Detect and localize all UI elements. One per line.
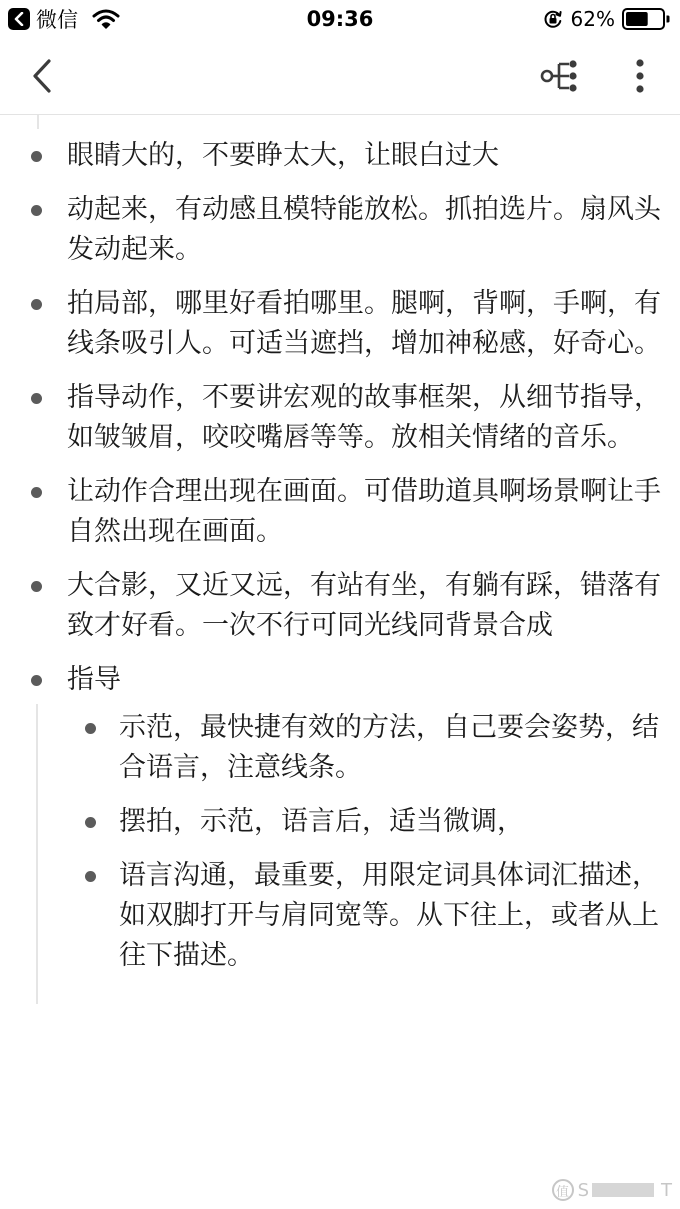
outline-item[interactable] (0, 378, 680, 458)
bullet-dot[interactable] (31, 299, 42, 310)
status-time: 09:36 (306, 7, 374, 31)
battery-percent: 62% (570, 7, 615, 31)
outline-item[interactable] (0, 190, 680, 270)
outline-list (0, 136, 680, 976)
status-left (8, 5, 120, 33)
mindmap-icon (540, 58, 580, 94)
bullet-dot[interactable] (31, 487, 42, 498)
watermark-redaction (592, 1183, 654, 1197)
outline-item[interactable] (0, 566, 680, 646)
bullet-dot[interactable] (85, 817, 96, 828)
outline-item-text[interactable]: 动起来，有动感且模特能放松。抓拍选片。扇风头发动起来。 (67, 194, 661, 265)
outline-item-text[interactable]: 指导动作，不要讲宏观的故事框架，从细节指导，如皱皱眉，咬咬嘴唇等等。放相关情绪的音乐。 (67, 382, 661, 453)
watermark (552, 1175, 672, 1205)
bullet-dot[interactable] (31, 205, 42, 216)
outline-sub-item[interactable] (67, 708, 666, 788)
bullet-dot[interactable] (85, 871, 96, 882)
watermark-text-end: T (661, 1179, 672, 1201)
status-bar (0, 0, 680, 38)
outline-item[interactable] (0, 284, 680, 364)
outline-item-text[interactable]: 大合影，又近又远，有站有坐，有躺有踩，错落有致才好看。一次不行可同光线同背景合成 (67, 570, 661, 641)
outline-sub-item[interactable] (67, 802, 666, 842)
bullet-dot[interactable] (31, 675, 42, 686)
more-vertical-icon (635, 59, 645, 93)
bullet-dot[interactable] (31, 151, 42, 162)
outline-item[interactable] (0, 136, 680, 176)
outline-item[interactable] (0, 660, 680, 976)
outline-item-text[interactable]: 眼睛大的，不要睁太大，让眼白过大 (67, 140, 499, 171)
bullet-dot[interactable] (31, 393, 42, 404)
nav-bar (0, 38, 680, 115)
outline-guide-line (36, 704, 38, 1004)
outline-item-text[interactable]: 拍局部，哪里好看拍哪里。腿啊，背啊，手啊，有线条吸引人。可适当遮挡，增加神秘感，好奇心。 (67, 288, 661, 359)
bullet-dot[interactable] (85, 723, 96, 734)
outline-sub-item-text[interactable]: 语言沟通，最重要，用限定词具体词汇描述，如双脚打开与肩同宽等。从下往上，或者从上往下描述。 (119, 860, 659, 971)
wifi-icon (92, 9, 120, 29)
outline-sub-item[interactable] (67, 856, 666, 976)
battery-icon (622, 8, 670, 30)
outline-sub-item-text[interactable]: 示范，最快捷有效的方法，自己要会姿势，结合语言，注意线条。 (119, 712, 659, 783)
back-to-app-button[interactable] (8, 8, 30, 30)
outline-guide-line (37, 115, 39, 129)
orientation-lock-icon (543, 9, 563, 29)
status-app-name[interactable]: 微信 (36, 8, 78, 32)
watermark-logo: 值 (552, 1179, 574, 1201)
mindmap-button[interactable] (538, 54, 582, 98)
more-button[interactable] (620, 54, 660, 98)
bullet-dot[interactable] (31, 581, 42, 592)
outline-item-text[interactable]: 指导 (67, 664, 121, 695)
chevron-left-icon (30, 58, 54, 94)
outline-sub-item-text[interactable]: 摆拍，示范，语言后，适当微调， (119, 806, 524, 837)
outline-content (0, 136, 680, 990)
outline-sub-list (67, 708, 666, 976)
status-right (543, 5, 670, 33)
back-arrow-icon (13, 12, 25, 26)
watermark-text-start: S (577, 1179, 589, 1201)
outline-item[interactable] (0, 472, 680, 552)
outline-item-text[interactable]: 让动作合理出现在画面。可借助道具啊场景啊让手自然出现在画面。 (67, 476, 661, 547)
back-button[interactable] (22, 54, 62, 98)
